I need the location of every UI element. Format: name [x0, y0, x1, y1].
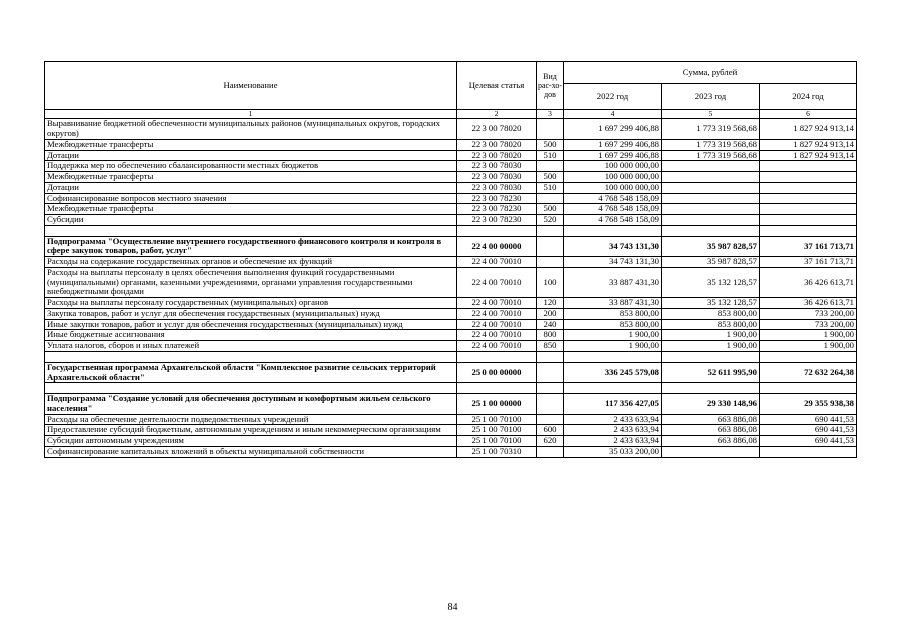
row-name: Софинансирование вопросов местного значения [45, 193, 457, 204]
row-name [45, 383, 457, 394]
row-expense-kind [537, 362, 564, 382]
row-name: Субсидии [45, 215, 457, 226]
row-sum-2022 [564, 225, 662, 236]
row-name: Иные бюджетные ассигнования [45, 330, 457, 341]
row-target-article: 25 1 00 70100 [457, 436, 537, 447]
column-number: 4 [564, 110, 662, 119]
row-name: Подпрограмма "Осуществление внутреннего государственного финансового контроля и контроля в сфере закупок товаров, работ, услуг" [45, 236, 457, 256]
table-row [45, 193, 857, 204]
row-sum-2024: 36 426 613,71 [760, 298, 857, 309]
header-sum: Сумма, рублей [564, 62, 857, 84]
table-row [45, 308, 857, 319]
row-expense-kind: 510 [537, 182, 564, 193]
row-expense-kind [537, 236, 564, 256]
row-target-article [457, 351, 537, 362]
table-row [45, 414, 857, 425]
row-sum-2024 [760, 446, 857, 457]
table-row [45, 150, 857, 161]
row-expense-kind [537, 193, 564, 204]
row-name: Выравнивание бюджетной обеспеченности муниципальных районов (муниципальных округов, городских округов) [45, 119, 457, 139]
row-name: Иные закупки товаров, работ и услуг для обеспечения государственных (муниципальных) нужд [45, 319, 457, 330]
row-expense-kind: 600 [537, 425, 564, 436]
row-sum-2024 [760, 383, 857, 394]
table-row [45, 257, 857, 268]
row-name: Дотации [45, 182, 457, 193]
row-expense-kind: 120 [537, 298, 564, 309]
row-sum-2022: 35 033 200,00 [564, 446, 662, 457]
column-number: 2 [457, 110, 537, 119]
row-name: Межбюджетные трансферты [45, 204, 457, 215]
row-sum-2024 [760, 225, 857, 236]
column-number: 3 [537, 110, 564, 119]
table-row [45, 119, 857, 139]
row-name: Государственная программа Архангельской области "Комплексное развитие сельских территорий Архангельской области" [45, 362, 457, 382]
row-expense-kind [537, 351, 564, 362]
table-row [45, 182, 857, 193]
row-sum-2023: 52 611 995,90 [662, 362, 760, 382]
row-sum-2023: 1 773 319 568,68 [662, 119, 760, 139]
row-target-article: 22 4 00 00000 [457, 236, 537, 256]
budget-table [44, 61, 857, 458]
row-sum-2022: 853 800,00 [564, 308, 662, 319]
row-sum-2023: 853 800,00 [662, 308, 760, 319]
row-sum-2023 [662, 182, 760, 193]
table-row [45, 394, 857, 414]
row-sum-2023 [662, 193, 760, 204]
header-year-2023: 2023 год [662, 84, 760, 110]
row-target-article: 25 1 00 70310 [457, 446, 537, 457]
table-row [45, 425, 857, 436]
row-expense-kind: 500 [537, 139, 564, 150]
row-expense-kind: 620 [537, 436, 564, 447]
row-target-article [457, 225, 537, 236]
row-sum-2024: 1 827 924 913,14 [760, 150, 857, 161]
row-expense-kind [537, 119, 564, 139]
row-target-article: 22 4 00 70010 [457, 267, 537, 297]
row-name: Расходы на содержание государственных органов и обеспечение их функций [45, 257, 457, 268]
row-name: Межбюджетные трансферты [45, 172, 457, 183]
row-target-article: 22 4 00 70010 [457, 330, 537, 341]
row-name: Подпрограмма "Создание условий для обеспечения доступным и комфортным жильем сельского населения" [45, 394, 457, 414]
row-sum-2024: 1 827 924 913,14 [760, 139, 857, 150]
row-sum-2022 [564, 351, 662, 362]
row-sum-2022: 1 697 299 406,88 [564, 119, 662, 139]
row-target-article [457, 383, 537, 394]
row-expense-kind: 800 [537, 330, 564, 341]
row-name: Дотации [45, 150, 457, 161]
row-sum-2024: 733 200,00 [760, 319, 857, 330]
row-sum-2023 [662, 172, 760, 183]
row-sum-2023: 1 900,00 [662, 341, 760, 352]
row-name [45, 351, 457, 362]
row-name: Субсидии автономным учреждениям [45, 436, 457, 447]
row-name: Софинансирование капитальных вложений в объекты муниципальной собственности [45, 446, 457, 457]
row-expense-kind [537, 383, 564, 394]
table-row [45, 236, 857, 256]
table-row [45, 298, 857, 309]
spacer-row [45, 351, 857, 362]
row-expense-kind: 200 [537, 308, 564, 319]
row-name: Предоставление субсидий бюджетным, автономным учреждениям и иным некоммерческим организациям [45, 425, 457, 436]
row-expense-kind [537, 446, 564, 457]
row-target-article: 22 4 00 70010 [457, 319, 537, 330]
header-expense-kind: Вид рас-хо-дов [537, 62, 564, 110]
column-number: 1 [45, 110, 457, 119]
row-sum-2022: 34 743 131,30 [564, 257, 662, 268]
row-sum-2022: 4 768 548 158,09 [564, 215, 662, 226]
row-sum-2023 [662, 446, 760, 457]
row-target-article: 22 3 00 78020 [457, 150, 537, 161]
row-sum-2024: 36 426 613,71 [760, 267, 857, 297]
row-target-article: 25 1 00 70100 [457, 425, 537, 436]
row-sum-2024 [760, 204, 857, 215]
table-row [45, 172, 857, 183]
row-sum-2024 [760, 161, 857, 172]
table-row [45, 362, 857, 382]
row-expense-kind: 850 [537, 341, 564, 352]
row-name: Уплата налогов, сборов и иных платежей [45, 341, 457, 352]
row-sum-2023: 1 773 319 568,68 [662, 139, 760, 150]
row-sum-2022: 2 433 633,94 [564, 436, 662, 447]
row-name: Поддержка мер по обеспечению сбалансированности местных бюджетов [45, 161, 457, 172]
row-sum-2023: 853 800,00 [662, 319, 760, 330]
row-name: Расходы на выплаты персоналу в целях обеспечения выполнения функций государственными (муниципальными) органами, казенными учреждениями, органами управления государственными внебюджетными фондами [45, 267, 457, 297]
spacer-row [45, 383, 857, 394]
row-target-article: 22 4 00 70010 [457, 298, 537, 309]
row-sum-2024 [760, 182, 857, 193]
row-sum-2022: 2 433 633,94 [564, 414, 662, 425]
row-target-article: 22 3 00 78230 [457, 193, 537, 204]
header-name: Наименование [45, 62, 457, 110]
row-sum-2023: 663 886,08 [662, 414, 760, 425]
row-sum-2023 [662, 351, 760, 362]
row-sum-2023: 35 132 128,57 [662, 267, 760, 297]
row-sum-2022: 4 768 548 158,09 [564, 204, 662, 215]
row-target-article: 22 3 00 78020 [457, 119, 537, 139]
row-expense-kind: 500 [537, 204, 564, 215]
row-sum-2023: 35 987 828,57 [662, 236, 760, 256]
row-sum-2024: 72 632 264,38 [760, 362, 857, 382]
row-sum-2022: 100 000 000,00 [564, 182, 662, 193]
row-sum-2023 [662, 215, 760, 226]
row-name [45, 225, 457, 236]
row-name: Закупка товаров, работ и услуг для обеспечения государственных (муниципальных) нужд [45, 308, 457, 319]
row-expense-kind [537, 225, 564, 236]
row-sum-2022: 100 000 000,00 [564, 161, 662, 172]
table-row [45, 161, 857, 172]
row-sum-2024 [760, 193, 857, 204]
row-sum-2022: 34 743 131,30 [564, 236, 662, 256]
table-row [45, 341, 857, 352]
row-sum-2022 [564, 383, 662, 394]
row-sum-2023: 29 330 148,96 [662, 394, 760, 414]
column-number: 6 [760, 110, 857, 119]
row-target-article: 22 3 00 78230 [457, 215, 537, 226]
row-expense-kind [537, 394, 564, 414]
row-target-article: 22 3 00 78020 [457, 139, 537, 150]
row-expense-kind [537, 414, 564, 425]
table-row [45, 139, 857, 150]
row-sum-2022: 853 800,00 [564, 319, 662, 330]
page-number: 84 [447, 602, 458, 613]
row-target-article: 25 1 00 00000 [457, 394, 537, 414]
row-sum-2023: 35 132 128,57 [662, 298, 760, 309]
header-year-2024: 2024 год [760, 84, 857, 110]
row-sum-2024 [760, 351, 857, 362]
table-row [45, 267, 857, 297]
row-sum-2022: 4 768 548 158,09 [564, 193, 662, 204]
column-number: 5 [662, 110, 760, 119]
row-sum-2022: 117 356 427,05 [564, 394, 662, 414]
row-expense-kind: 510 [537, 150, 564, 161]
row-sum-2022: 33 887 431,30 [564, 298, 662, 309]
row-expense-kind [537, 257, 564, 268]
row-sum-2023: 1 900,00 [662, 330, 760, 341]
row-sum-2022: 2 433 633,94 [564, 425, 662, 436]
row-sum-2024: 690 441,53 [760, 425, 857, 436]
table-row [45, 215, 857, 226]
row-expense-kind [537, 161, 564, 172]
row-sum-2023: 663 886,08 [662, 425, 760, 436]
row-target-article: 22 4 00 70010 [457, 257, 537, 268]
table-row [45, 204, 857, 215]
spacer-row [45, 225, 857, 236]
row-sum-2024 [760, 215, 857, 226]
row-target-article: 25 0 00 00000 [457, 362, 537, 382]
row-sum-2022: 336 245 579,08 [564, 362, 662, 382]
row-sum-2023 [662, 161, 760, 172]
table-row [45, 319, 857, 330]
row-target-article: 22 3 00 78030 [457, 161, 537, 172]
row-target-article: 22 3 00 78030 [457, 172, 537, 183]
row-sum-2024: 1 900,00 [760, 341, 857, 352]
row-sum-2023 [662, 225, 760, 236]
row-expense-kind: 500 [537, 172, 564, 183]
row-sum-2023 [662, 383, 760, 394]
row-sum-2024: 690 441,53 [760, 414, 857, 425]
row-sum-2022: 33 887 431,30 [564, 267, 662, 297]
row-expense-kind: 100 [537, 267, 564, 297]
column-numbers-row [45, 110, 857, 119]
row-name: Межбюджетные трансферты [45, 139, 457, 150]
header-year-2022: 2022 год [564, 84, 662, 110]
row-sum-2022: 1 697 299 406,88 [564, 150, 662, 161]
row-target-article: 22 4 00 70010 [457, 308, 537, 319]
row-sum-2023: 35 987 828,57 [662, 257, 760, 268]
row-sum-2024: 37 161 713,71 [760, 236, 857, 256]
row-sum-2022: 1 697 299 406,88 [564, 139, 662, 150]
row-sum-2024: 1 900,00 [760, 330, 857, 341]
row-sum-2022: 100 000 000,00 [564, 172, 662, 183]
table-row [45, 446, 857, 457]
row-sum-2024: 1 827 924 913,14 [760, 119, 857, 139]
row-expense-kind: 520 [537, 215, 564, 226]
table-row [45, 436, 857, 447]
row-sum-2024: 733 200,00 [760, 308, 857, 319]
row-target-article: 22 3 00 78230 [457, 204, 537, 215]
row-target-article: 25 1 00 70100 [457, 414, 537, 425]
table-row [45, 330, 857, 341]
row-sum-2022: 1 900,00 [564, 330, 662, 341]
row-expense-kind: 240 [537, 319, 564, 330]
row-sum-2023 [662, 204, 760, 215]
row-target-article: 22 4 00 70010 [457, 341, 537, 352]
row-name: Расходы на обеспечение деятельности подведомственных учреждений [45, 414, 457, 425]
row-sum-2024: 690 441,53 [760, 436, 857, 447]
row-sum-2022: 1 900,00 [564, 341, 662, 352]
row-name: Расходы на выплаты персоналу государственных (муниципальных) органов [45, 298, 457, 309]
row-sum-2023: 1 773 319 568,68 [662, 150, 760, 161]
row-sum-2024 [760, 172, 857, 183]
row-sum-2024: 29 355 938,38 [760, 394, 857, 414]
row-sum-2023: 663 886,08 [662, 436, 760, 447]
row-sum-2024: 37 161 713,71 [760, 257, 857, 268]
row-target-article: 22 3 00 78030 [457, 182, 537, 193]
header-target-article: Целевая статья [457, 62, 537, 110]
